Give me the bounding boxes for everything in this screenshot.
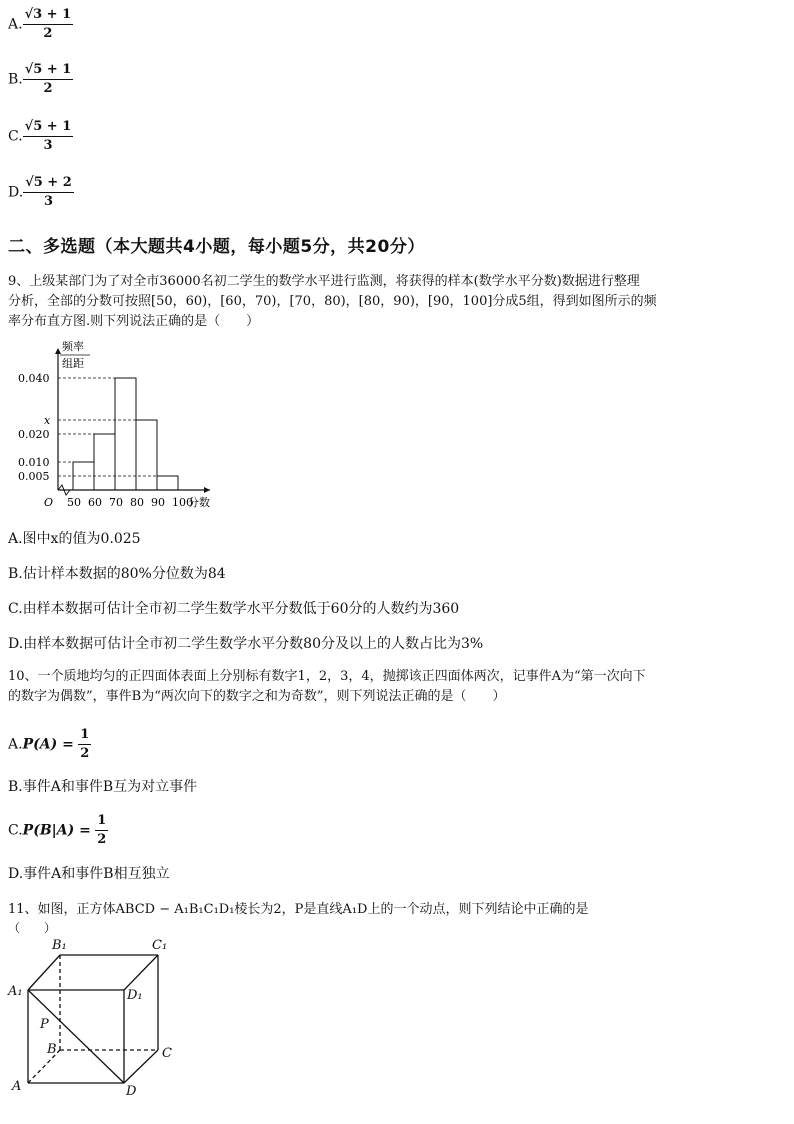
label-d1: D₁ <box>127 988 143 1003</box>
q9-option-a: A.图中x的值为0.025 <box>8 531 141 547</box>
fraction <box>23 174 74 211</box>
q11-line2: （ ） <box>8 921 57 935</box>
fraction <box>23 6 74 43</box>
option-prefix: A. <box>8 736 23 753</box>
x-tick-label: 90 <box>151 496 165 509</box>
q9-option-c: C.由样本数据可估计全市初二学生数学水平分数低于60分的人数约为360 <box>8 601 460 617</box>
denominator: 2 <box>43 26 53 41</box>
histogram-bar <box>136 420 157 490</box>
x-axis-label: 分数 <box>188 496 210 509</box>
edge-a1b1 <box>28 955 60 990</box>
option-a <box>8 6 73 43</box>
label-d: D <box>126 1084 137 1099</box>
label-a1: A₁ <box>8 984 23 999</box>
y-axis-arrow <box>55 348 61 354</box>
fraction <box>23 118 74 155</box>
label-b1: B₁ <box>52 938 67 953</box>
denominator: 3 <box>43 138 53 153</box>
cube-diagram <box>6 935 196 1100</box>
label-p: P <box>40 1017 49 1032</box>
histogram-bar <box>157 476 178 490</box>
q10-line1: 10、一个质地均匀的正四面体表面上分别标有数字1，2，3，4，抛掷该正四面体两次，记事件A为“第一次向下 <box>8 669 646 684</box>
numerator: √5 + 2 <box>23 174 74 193</box>
q10-option-b: B.事件A和事件B互为对立事件 <box>8 779 198 795</box>
q9-option-b: B.估计样本数据的80%分位数为84 <box>8 566 226 582</box>
x-axis-arrow <box>204 487 210 493</box>
option-prefix: D. <box>8 184 24 201</box>
edge-d1c1 <box>124 955 158 990</box>
numerator: √3 + 1 <box>23 6 74 25</box>
numerator: 1 <box>95 812 108 831</box>
option-b <box>8 61 73 98</box>
q9-line1: 9、上级某部门为了对全市36000名初二学生的数学水平进行监测，将获得的样本(数学水平分数)数据进行整理 <box>8 274 640 289</box>
option-prefix: C. <box>8 128 23 145</box>
probability-expression: P(B|A) = <box>22 822 91 839</box>
denominator: 3 <box>43 194 53 209</box>
label-a: A <box>12 1079 22 1094</box>
q10-line2: 的数字为偶数”，事件B为“两次向下的数字之和为奇数”，则下列说法正确的是（ ） <box>8 689 506 704</box>
question-10-text <box>8 667 780 707</box>
fraction <box>78 726 91 763</box>
numerator: √5 + 1 <box>23 61 74 80</box>
question-11-text <box>8 900 780 936</box>
option-prefix: B. <box>8 71 23 88</box>
option-c <box>8 118 73 155</box>
q10-option-d: D.事件A和事件B相互独立 <box>8 866 170 882</box>
x-tick-label: 80 <box>130 496 144 509</box>
denominator: 2 <box>43 81 53 96</box>
label-b: B <box>47 1042 57 1057</box>
y-tick-label: 0.040 <box>18 372 50 385</box>
q9-line3: 率分布直方图.则下列说法正确的是（ ） <box>8 314 260 329</box>
y-tick-label: 0.010 <box>18 456 50 469</box>
section-heading: 二、多选题（本大题共4小题，每小题5分，共20分） <box>8 237 425 257</box>
origin-label: O <box>44 496 54 509</box>
fraction <box>95 812 108 849</box>
q9-line2: 分析，全部的分数可按照[50，60)，[60，70)，[70，80)，[80，90)，[90，100]分成5组，得到如图所示的频 <box>8 294 657 309</box>
label-c: C <box>162 1046 172 1061</box>
y-tick-label: 0.005 <box>18 470 50 483</box>
ylabel-bottom: 组距 <box>62 357 84 370</box>
x-tick-label: 70 <box>109 496 123 509</box>
q11-line1: 11、如图，正方体ABCD − A₁B₁C₁D₁棱长为2，P是直线A₁D上的一个动点，则下列结论中正确的是 <box>8 902 589 917</box>
x-tick-label: 60 <box>88 496 102 509</box>
probability-expression: P(A) = <box>22 736 74 753</box>
histogram-group <box>18 339 210 509</box>
fraction <box>23 61 74 98</box>
ylabel-top: 频率 <box>62 340 84 353</box>
option-d <box>8 174 74 211</box>
q9-option-d: D.由样本数据可估计全市初二学生数学水平分数80分及以上的人数占比为3% <box>8 636 484 652</box>
option-prefix: A. <box>8 16 23 33</box>
x-tick-label: 100 <box>172 496 193 509</box>
numerator: √5 + 1 <box>23 118 74 137</box>
y-tick-label: 0.020 <box>18 428 50 441</box>
denominator: 2 <box>97 832 107 847</box>
option-prefix: C. <box>8 822 23 839</box>
q10-option-c <box>8 812 108 849</box>
histogram-bar <box>115 378 136 490</box>
diagonal-a1d <box>28 990 124 1083</box>
x-tick-label: 50 <box>67 496 81 509</box>
edge-dc <box>124 1050 158 1083</box>
question-9-text <box>8 272 780 332</box>
histogram-bar <box>94 434 115 490</box>
q10-option-a <box>8 726 91 763</box>
label-c1: C₁ <box>152 938 168 953</box>
frequency-histogram <box>10 338 230 516</box>
y-tick-label: x <box>44 414 51 427</box>
denominator: 2 <box>80 746 90 761</box>
numerator: 1 <box>78 726 91 745</box>
